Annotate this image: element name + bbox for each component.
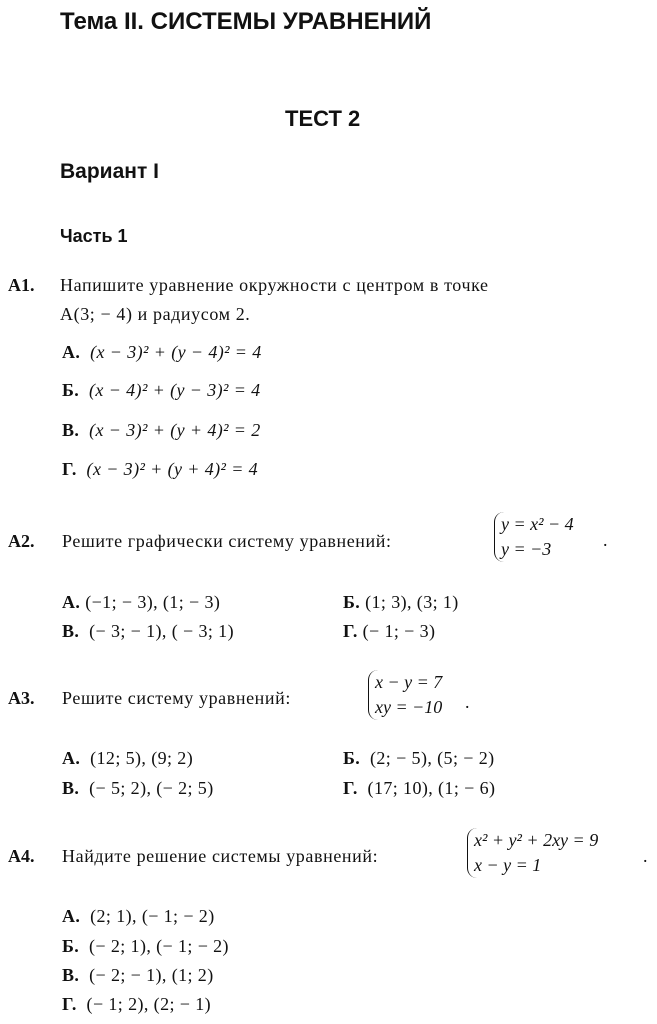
variant-title: Вариант I: [60, 160, 159, 183]
option-a1-b: Б. (x − 4)² + (y − 3)² = 4: [62, 380, 261, 400]
option-a4-b: Б. (− 2; 1), (− 1; − 2): [62, 936, 229, 956]
option-a2-v: В. (− 3; − 1), ( − 3; 1): [62, 621, 234, 641]
system-a4-eq1: x² + y² + 2xy = 9: [474, 830, 599, 850]
system-a2-eq2: y = −3: [501, 539, 552, 559]
option-a3-b: Б. (2; − 5), (5; − 2): [343, 748, 495, 768]
option-a2-a: А. (−1; − 3), (1; − 3): [62, 592, 221, 612]
system-a4-period: .: [643, 846, 648, 866]
system-a3-eq1: x − y = 7: [375, 672, 443, 692]
system-brace-a3: [368, 670, 442, 720]
question-a2-text: Решите графически систему уравнений:: [62, 531, 392, 551]
system-a2-period: .: [603, 530, 608, 550]
question-a4-text: Найдите решение системы уравнений:: [62, 846, 379, 866]
option-a4-v: В. (− 2; − 1), (1; 2): [62, 965, 214, 985]
option-a4-a: А. (2; 1), (− 1; − 2): [62, 906, 215, 926]
option-a1-v: В. (x − 3)² + (y + 4)² = 2: [62, 420, 261, 440]
system-a4-eq2: x − y = 1: [474, 855, 542, 875]
question-number-a4: А4.: [8, 846, 35, 866]
option-a1-a: А. (x − 3)² + (y − 4)² = 4: [62, 342, 262, 362]
system-brace-a2: [494, 512, 574, 562]
option-a4-g: Г. (− 1; 2), (2; − 1): [62, 994, 212, 1014]
question-a1-text-line1: Напишите уравнение окружности с центром в точке: [60, 275, 489, 295]
system-a3-period: .: [465, 692, 470, 712]
system-a3-eq2: xy = −10: [375, 697, 443, 717]
option-a2-b: Б. (1; 3), (3; 1): [343, 592, 459, 612]
topic-heading: Тема II. СИСТЕМЫ УРАВНЕНИЙ: [60, 8, 432, 35]
system-brace-a4: [467, 828, 598, 878]
system-a2-eq1: y = x² − 4: [501, 514, 574, 534]
option-a3-a: А. (12; 5), (9; 2): [62, 748, 194, 768]
question-a3-text: Решите систему уравнений:: [62, 688, 291, 708]
part-title: Часть 1: [60, 226, 128, 246]
option-a3-g: Г. (17; 10), (1; − 6): [343, 778, 496, 798]
option-a2-g: Г. (− 1; − 3): [343, 621, 436, 641]
option-a1-g: Г. (x − 3)² + (y + 4)² = 4: [62, 459, 259, 479]
question-number-a1: А1.: [8, 275, 35, 295]
question-number-a3: А3.: [8, 688, 35, 708]
test-title: ТЕСТ 2: [285, 106, 361, 131]
option-a3-v: В. (− 5; 2), (− 2; 5): [62, 778, 214, 798]
question-a1-text-line2: A(3; − 4) и радиусом 2.: [60, 304, 251, 324]
question-number-a2: А2.: [8, 531, 35, 551]
